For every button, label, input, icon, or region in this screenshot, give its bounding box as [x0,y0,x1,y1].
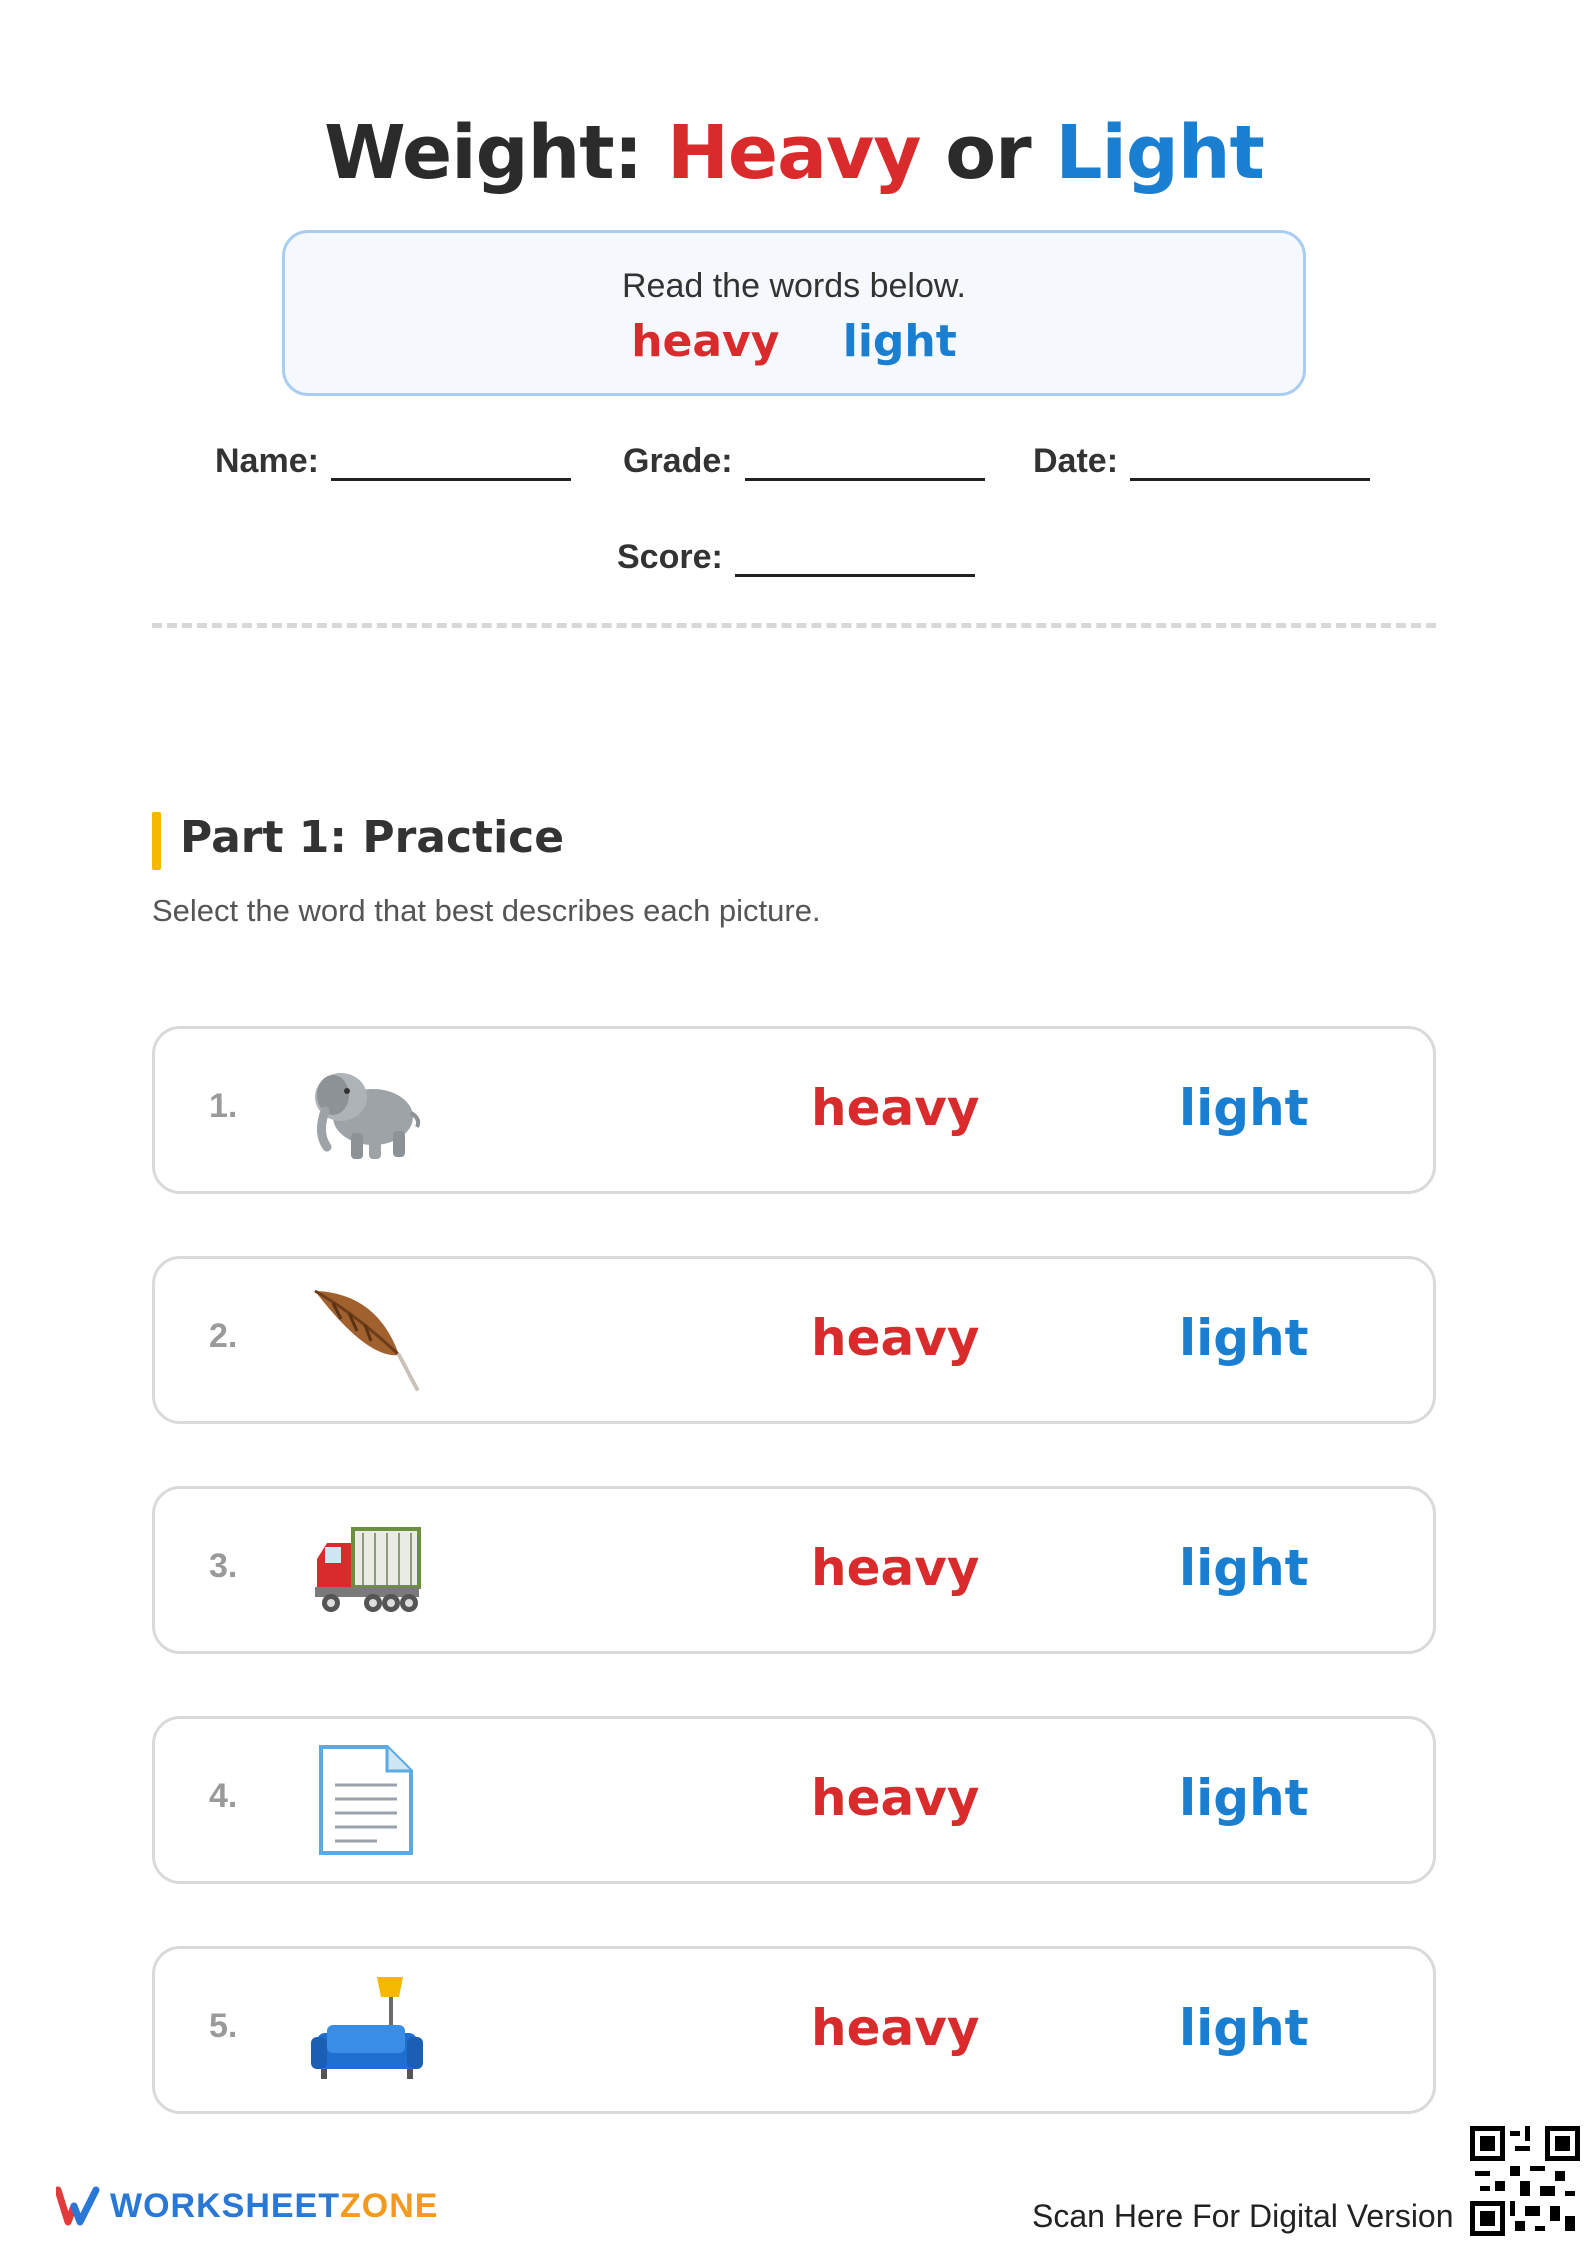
elephant-icon [307,1055,423,1165]
paper-icon [307,1745,423,1855]
logo-icon [56,2186,100,2226]
grade-blank[interactable] [745,451,985,481]
feather-icon [307,1285,423,1395]
option-light[interactable]: light [1179,1769,1309,1827]
page-title [0,110,1588,196]
title-prefix: Weight: [324,110,667,196]
question-number: 3. [209,1547,238,1585]
question-row [152,1946,1436,2114]
question-row [152,1256,1436,1424]
name-field [215,442,571,481]
option-heavy[interactable]: heavy [811,1079,980,1137]
question-row [152,1026,1436,1194]
option-light[interactable]: light [1179,1079,1309,1137]
question-number: 2. [209,1317,238,1355]
divider [152,623,1436,628]
word-heavy: heavy [631,316,780,367]
option-heavy[interactable]: heavy [811,1769,980,1827]
instruction-text: Read the words below. [622,267,966,305]
grade-field [623,442,985,481]
word-light: light [842,316,957,367]
name-blank[interactable] [331,451,571,481]
title-light: Light [1055,110,1264,196]
question-number: 1. [209,1087,238,1125]
section-title: Part 1: Practice [180,812,565,863]
question-number: 5. [209,2007,238,2045]
truck-icon [307,1515,423,1625]
sofa-icon [307,1975,423,2085]
section-accent-bar [152,812,161,870]
date-label: Date: [1033,442,1119,480]
date-field [1033,442,1370,481]
option-light[interactable]: light [1179,1539,1309,1597]
title-middle: or [920,110,1056,196]
scan-text: Scan Here For Digital Version [1032,2198,1454,2234]
score-label: Score: [617,538,723,576]
option-heavy[interactable]: heavy [811,1309,980,1367]
qr-code-icon [1470,2126,1580,2236]
date-blank[interactable] [1130,451,1370,481]
name-label: Name: [215,442,319,480]
question-number: 4. [209,1777,238,1815]
option-light[interactable]: light [1179,1999,1309,2057]
brand-logo [56,2186,438,2226]
instruction-box [282,230,1306,396]
question-row [152,1716,1436,1884]
brand-name: WORKSHEETZONE [110,2186,439,2225]
grade-label: Grade: [623,442,733,480]
option-heavy[interactable]: heavy [811,1539,980,1597]
score-blank[interactable] [735,547,975,577]
instruction-words [285,316,1303,367]
option-light[interactable]: light [1179,1309,1309,1367]
section-description: Select the word that best describes each picture. [152,893,821,928]
score-field [617,538,975,577]
option-heavy[interactable]: heavy [811,1999,980,2057]
title-heavy: Heavy [666,110,921,196]
question-row [152,1486,1436,1654]
